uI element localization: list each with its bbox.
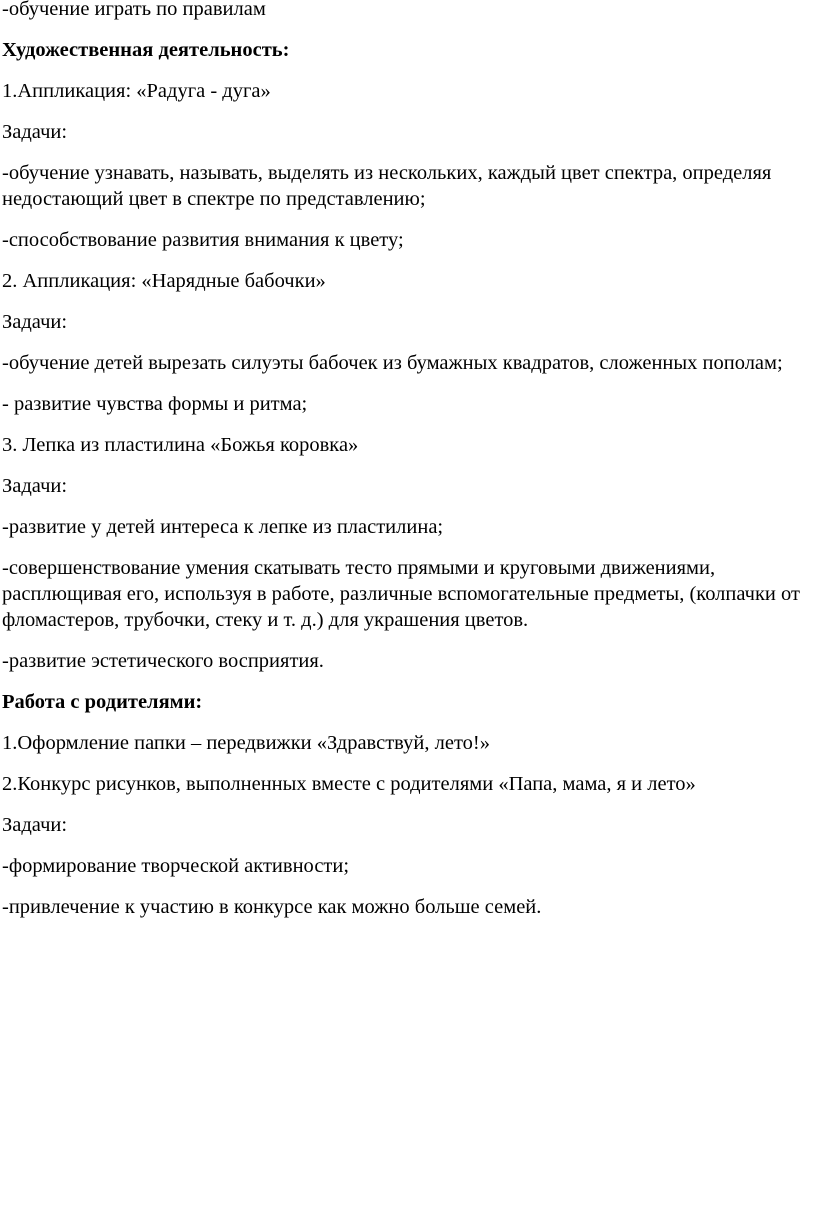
item-drawing-contest: 2.Конкурс рисунков, выполненных вместе с родителями «Папа, мама, я и лето» (2, 773, 696, 795)
item-applique-butterflies: 2. Аппликация: «Нарядные бабочки» (2, 270, 326, 292)
task-butterfly-silhouettes: -обучение детей вырезать силуэты бабочек из бумажных квадратов, сложенных пополам; (2, 352, 783, 374)
task-family-participation: -привлечение к участию в конкурсе как можно больше семей. (2, 896, 542, 918)
heading-work-with-parents: Работа с родителями: (2, 691, 203, 713)
task-aesthetic-perception: -развитие эстетического восприятия. (2, 650, 324, 672)
task-modeling-interest: -развитие у детей интереса к лепке из пластилина; (2, 516, 444, 538)
task-color-attention: -способствование развития внимания к цвету; (2, 229, 404, 251)
tasks-label: Задачи: (2, 814, 68, 836)
item-modeling-ladybug: 3. Лепка из пластилина «Божья коровка» (2, 434, 359, 456)
tasks-label: Задачи: (2, 475, 68, 497)
paragraph-rules: -обучение играть по правилам (2, 0, 266, 20)
item-folder-design: 1.Оформление папки – передвижки «Здравствуй, лето!» (2, 732, 490, 754)
task-form-rhythm: - развитие чувства формы и ритма; (2, 393, 308, 415)
heading-art-activity: Художественная деятельность: (2, 39, 290, 61)
task-creative-activity: -формирование творческой активности; (2, 855, 350, 877)
item-applique-rainbow: 1.Аппликация: «Радуга - дуга» (2, 80, 271, 102)
tasks-label: Задачи: (2, 121, 68, 143)
tasks-label: Задачи: (2, 311, 68, 333)
task-rolling-skills: -совершенствование умения скатывать тесто прямыми и круговыми движениями, расплющивая его, используя в работе, различные вспомогательные предметы, (колпачки от фломастеров, трубочки, стеку и т. д.) для украшения цветов. (2, 557, 800, 631)
task-spectrum: -обучение узнавать, называть, выделять из нескольких, каждый цвет спектра, определяя недостающий цвет в спектре по представлению; (2, 162, 772, 210)
